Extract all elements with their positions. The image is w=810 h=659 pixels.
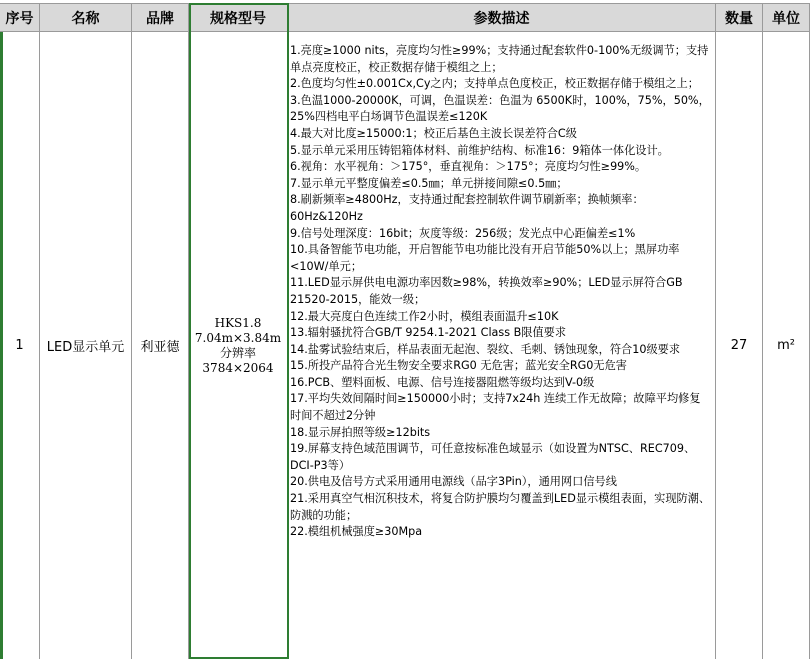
param-item: 17.平均失效间隔时间≥150000小时；支持7x24h 连续工作无故障；故障平均修复时间不超过2分钟 <box>290 392 701 423</box>
model-line: 分辨率 <box>219 345 256 360</box>
model-text <box>195 316 281 376</box>
param-item: 10.具备智能节电功能，开启智能节电功能比没有开启节能50%以上；黑屏功率<10W/单元； <box>290 243 680 273</box>
cell-model[interactable] <box>189 32 288 659</box>
row-left-border <box>0 32 3 659</box>
cell-name[interactable]: LED显示单元 <box>40 32 132 659</box>
param-item: 7.显示单元平整度偏差≤0.5㎜；单元拼接间隙≤0.5㎜； <box>290 176 568 190</box>
cell-brand[interactable]: 利亚德 <box>132 32 189 659</box>
cell-seq[interactable]: 1 <box>0 32 40 659</box>
param-item: 22.模组机械强度≥30Mpa <box>290 525 423 539</box>
header-brand[interactable]: 品牌 <box>132 4 189 32</box>
model-line: 7.04m×3.84m <box>194 330 282 345</box>
param-item: 5.显示单元采用压铸铝箱体材料、前维护结构、标准16：9箱体一体化设计。 <box>290 143 669 157</box>
param-item: 4.最大对比度≥15000:1；校正后基色主波长误差符合C级 <box>290 126 577 140</box>
param-item: 8.刷新频率≥4800Hz，支持通过配套控制软件调节刷新率；换帧频率：60Hz&120Hz <box>290 193 644 223</box>
param-item: 20.供电及信号方式采用通用电源线（品字3Pin），通用网口信号线 <box>290 475 617 489</box>
param-item: 13.辐射骚扰符合GB/T 9254.1-2021 Class B限值要求 <box>290 326 567 340</box>
model-line: 3784×2064 <box>202 360 274 375</box>
model-line: HKS1.8 <box>214 315 262 330</box>
param-item: 18.显示屏拍照等级≥12bits <box>290 425 431 439</box>
cell-params[interactable] <box>288 32 716 659</box>
header-params[interactable]: 参数描述 <box>288 4 716 32</box>
param-item: 3.色温1000-20000K，可调，色温误差：色温为 6500K时，100%，75%，50%，25%四档电平白场调节色温误差≤120K <box>290 93 710 124</box>
param-item: 14.盐雾试验结束后，样品表面无起泡、裂纹、毛刺、锈蚀现象，符合10级要求 <box>290 342 681 356</box>
params-list <box>288 32 715 541</box>
param-item: 12.最大亮度白色连续工作2小时，模组表面温升≤10K <box>290 309 559 323</box>
param-item: 2.色度均匀性±0.001Cx,Cy之内；支持单点色度校正，校正数据存储于模组之上； <box>290 77 699 91</box>
cell-qty[interactable]: 27 <box>716 32 763 659</box>
header-name[interactable]: 名称 <box>40 4 132 32</box>
param-item: 1.亮度≥1000 nits，亮度均匀性≥99%；支持通过配套软件0-100%无级调节；支持单点亮度校正，校正数据存储于模组之上； <box>290 44 709 74</box>
param-item: 19.屏幕支持色域范围调节，可任意按标准色域显示（如设置为NTSC、REC709、DCI-P3等） <box>290 442 696 472</box>
param-item: 15.所投产品符合光生物安全要求RG0 无危害；蓝光安全RG0无危害 <box>290 359 627 373</box>
param-item: 11.LED显示屏供电电源功率因数≥98%，转换效率≥90%；LED显示屏符合GB 21520-2015，能效一级； <box>290 276 683 306</box>
param-item: 6.视角：水平视角：＞175°，垂直视角：＞175°；亮度均匀性≥99%。 <box>290 160 647 174</box>
param-item: 16.PCB、塑料面板、电源、信号连接器阻燃等级均达到V-0级 <box>290 375 595 389</box>
header-seq[interactable]: 序号 <box>0 4 40 32</box>
param-item: 21.采用真空气相沉积技术，将复合防护膜均匀覆盖到LED显示模组表面，实现防潮、防溅的功能； <box>290 492 711 522</box>
header-qty[interactable]: 数量 <box>716 4 763 32</box>
header-model[interactable]: 规格型号 <box>189 4 288 32</box>
param-item: 9.信号处理深度：16bit；灰度等级：256级；发光点中心距偏差≤1% <box>290 226 636 240</box>
cell-unit[interactable]: m² <box>763 32 810 659</box>
header-unit[interactable]: 单位 <box>763 4 810 32</box>
